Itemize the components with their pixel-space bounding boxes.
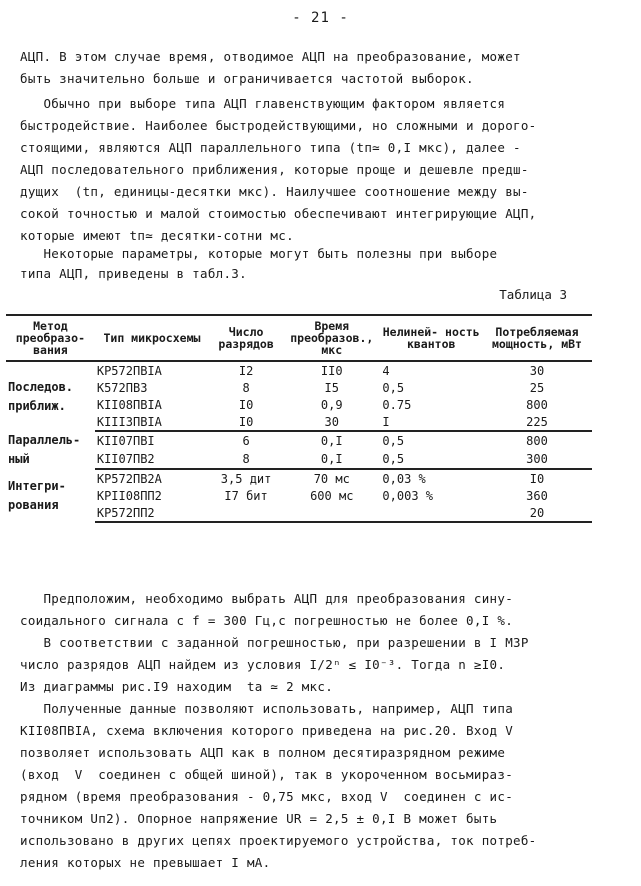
cell-power: 20 [482,504,592,522]
text-line: использовано в других цепях проектируемого устройства, ток потреб- [20,833,537,848]
cell-nonlinearity: 0,5 [382,434,405,448]
table-row [6,469,592,487]
cell-type: КР572ПВ2А [96,471,162,486]
cell-nonlinearity: 4 [382,363,390,378]
text-line: Из диаграммы рис.I9 находим tа ≃ 2 мкс. [20,679,334,694]
text-line: число разрядов АЦП найдем из условия I/2ⁿ ≤ I0⁻³. Тогда n ≥I0. [20,657,506,672]
page-number: - 21 - [292,10,349,26]
header-type: Тип микросхемы [95,315,209,361]
cell-nonlinearity: I [380,413,482,431]
table-row [6,413,592,431]
cell-type: КР572ПП2 [95,504,209,522]
cell-time: 0,9 [320,397,343,412]
table-row [6,361,592,379]
cell-nonlinearity: 0,5 [382,380,405,395]
text-line: Некоторые параметры, которые могут быть полезны при выборе [20,246,498,261]
cell-type: КII07ПВ2 [95,450,209,469]
cell-bits: I2 [238,363,254,378]
text-line: позволяет использовать АЦП как в полном десятиразрядном режиме [20,745,506,760]
cell-time: 600 мс [310,488,354,503]
header-nonlinearity: Нелиней- ность квантов [380,315,482,361]
text-line: Предположим, необходимо выбрать АЦП для преобразования сину- [20,591,514,606]
table-header-row [6,315,592,361]
text-line: сокой точностью и малой стоимостью обеспечивают интегрирующие АЦП, [20,206,537,221]
header-power: Потребляемая мощность, мВт [482,315,592,361]
header-method: Метод преобразо- вания [6,315,95,361]
adc-parameters-table [6,314,592,523]
cell-nonlinearity [380,504,482,522]
cell-power: 25 [529,380,545,395]
text-line: типа АЦП, приведены в табл.3. [20,266,247,281]
cell-type: КРII08ПП2 [96,488,162,503]
table-row [6,379,592,396]
cell-type: КIII3ПВIА [95,413,209,431]
table-row [6,450,592,469]
cell-time: 30 [283,413,380,431]
cell-time [283,504,380,522]
cell-bits: I0 [209,413,283,431]
cell-type: КII08ПВIА [96,397,162,412]
cell-power: 30 [529,363,545,378]
text-line: АЦП. В этом случае время, отводимое АЦП на преобразование, может [20,49,521,64]
text-line: ления которых не превышает I мА. [20,855,271,870]
text-line: быстродействие. Наиболее быстродействующими, но сложными и дорого- [20,118,537,133]
table-row [6,504,592,522]
cell-time: 0,I [320,434,343,448]
text-line: быть значительно больше и ограничивается частотой выборок. [20,71,474,86]
cell-bits: 6 [242,434,250,448]
cell-power: 225 [482,413,592,431]
cell-time: 0,I [283,450,380,469]
header-time: Время преобразов., мкс [283,315,380,361]
text-line: Полученные данные позволяют использовать, например, АЦП типа [20,701,514,716]
cell-bits: 3,5 дит [220,471,272,486]
cell-power: 800 [526,397,548,412]
text-line: соидального сигнала с f = 300 Гц,с погрешностью не более 0,I %. [20,613,514,628]
cell-time: 70 мс [313,471,350,486]
text-line: АЦП последовательного приближения, которые проще и дешевле предш- [20,162,529,177]
table-row [6,487,592,504]
method-cell: Последов. приближ. [8,379,74,413]
text-line: рядном (время преобразования - 0,75 мкс, вход V соединен с ис- [20,789,514,804]
table-row [6,396,592,413]
cell-bits: 8 [209,450,283,469]
cell-power: 360 [526,488,548,503]
cell-nonlinearity: 0,003 % [382,488,433,503]
cell-bits: I0 [238,397,254,412]
text-line: Обычно при выборе типа АЦП главенствующим фактором является [20,96,506,111]
text-line: точником Uп2). Опорное напряжение UR = 2,5 ± 0,I В может быть [20,811,498,826]
cell-nonlinearity: 0,5 [380,450,482,469]
cell-bits: 8 [242,380,250,395]
cell-type: КР572ПВIА [96,363,162,378]
cell-type: К572ПВ3 [96,380,148,395]
cell-power: I0 [529,471,545,486]
text-line: которые имеют tп≃ десятки-сотни мс. [20,228,294,243]
cell-time: I5 [324,380,339,395]
cell-nonlinearity: 0.75 [382,397,412,412]
text-line: стоящими, являются АЦП параллельного типа (tп≃ 0,I мкс), далее - [20,140,521,155]
table-row [6,431,592,450]
text-line: КII08ПВIА, схема включения которого приведена на рис.20. Вход V [20,723,514,738]
cell-bits [209,504,283,522]
header-bits: Число разрядов [209,315,283,361]
method-cell: Интегри- рования [8,478,66,512]
cell-power: 800 [526,434,548,448]
text-line: В соответствии с заданной погрешностью, при разрешении в I МЗР [20,635,529,650]
method-cell: Параллель- ный [8,433,81,466]
cell-type: КII07ПВI [96,434,155,448]
text-line: (вход V соединен с общей шиной), так в укороченном восьмираз- [20,767,514,782]
table-caption: Таблица 3 [499,287,567,302]
cell-bits: I7 бит [224,488,268,503]
cell-time: II0 [320,363,343,378]
text-line: дущих (tп, единицы-десятки мкс). Наилучшее соотношение между вы- [20,184,529,199]
cell-nonlinearity: 0,03 % [382,471,426,486]
cell-power: 300 [482,450,592,469]
